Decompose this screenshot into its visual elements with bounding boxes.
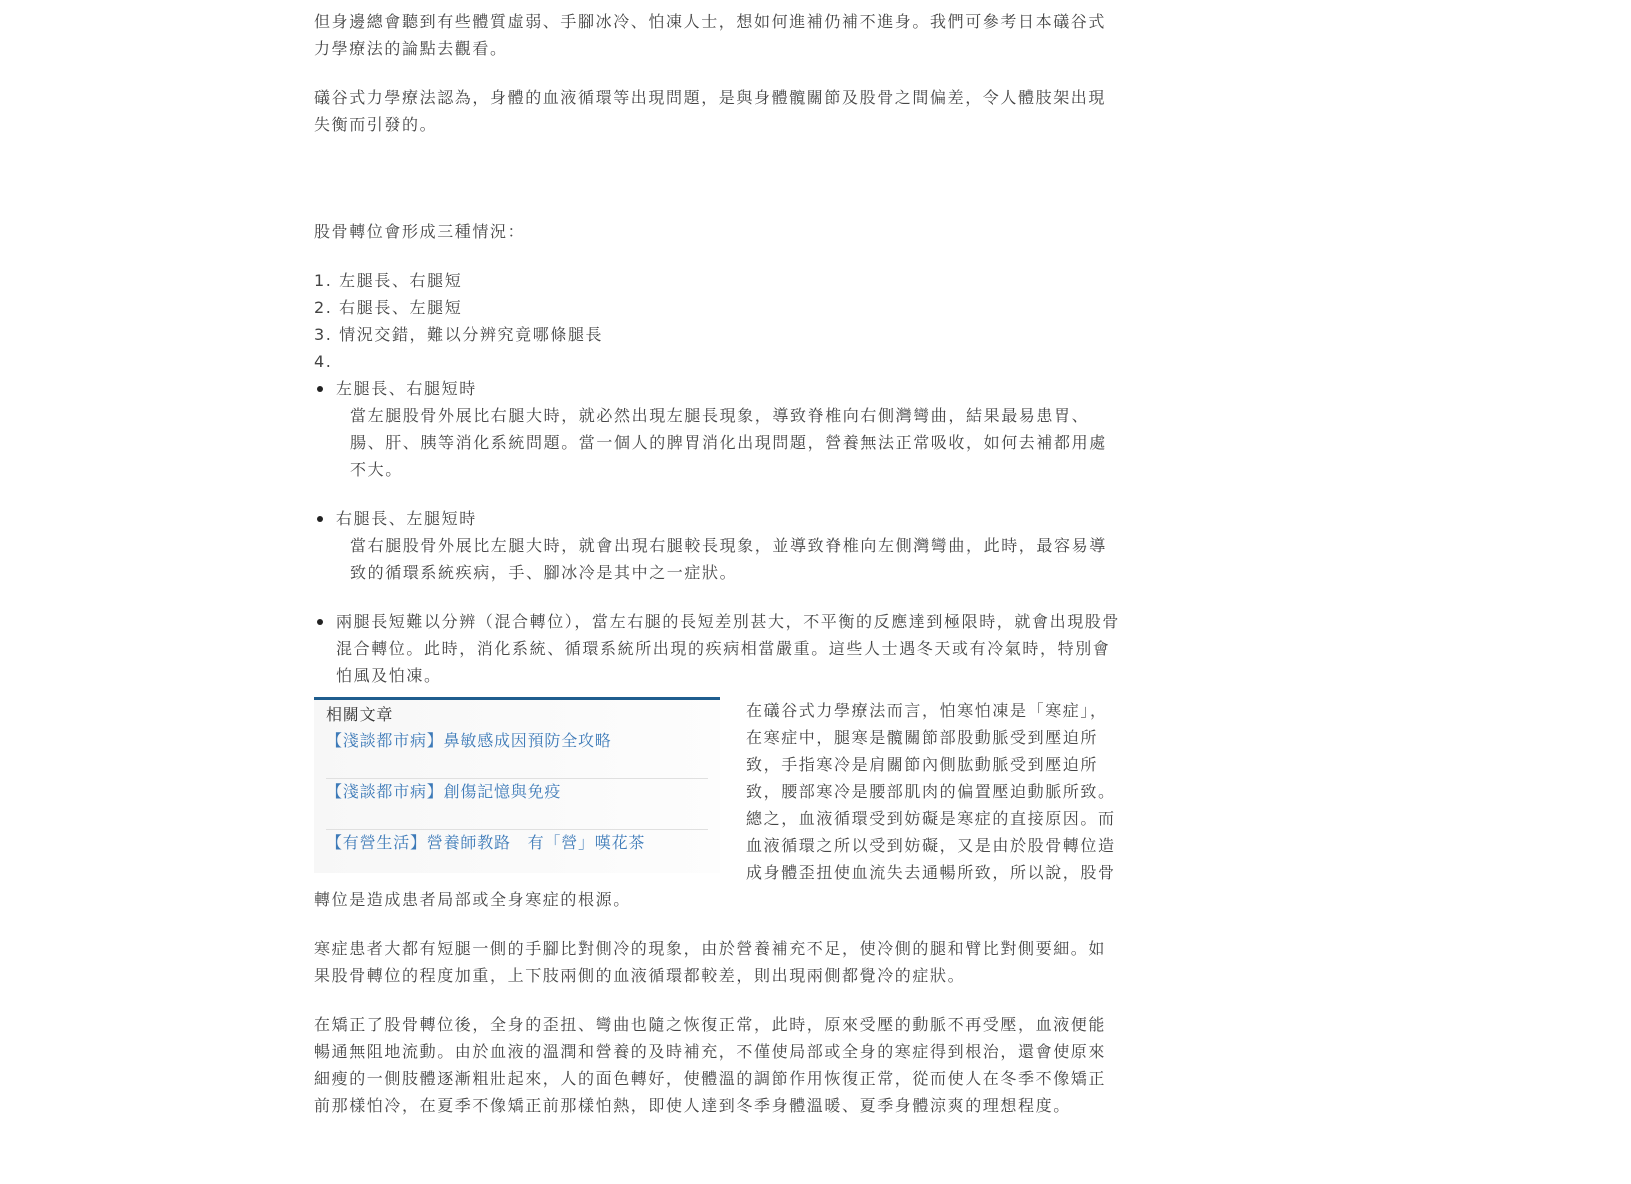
detail-body: 當右腿股骨外展比左腿大時，就會出現右腿較長現象，並導致脊椎向左側灣彎曲，此時，最容易導致的循環系統疾病，手、腳冰冷是其中之一症狀。 [350,536,1107,582]
cases-intro: 股骨轉位會形成三種情況： [314,222,526,241]
article-body [314,8,1122,1119]
related-articles-title: 相關文章 [326,705,394,724]
related-article-link[interactable]: 【淺談都市病】創傷記憶與免疫 [326,779,708,830]
cold-patient-paragraph: 寒症患者大都有短腿一側的手腳比對側冷的現象，由於營養補充不足，使冷側的腿和臂比對側要細。如果股骨轉位的程度加重，上下肢兩側的血液循環都較差，則出現兩側都覺冷的症狀。 [314,939,1107,985]
detail-item-mixed [336,608,1122,689]
list-item: 4. [314,352,333,371]
list-item: 2. 右腿長、左腿短 [314,298,463,317]
detail-item-left-long [336,375,1122,483]
correction-paragraph: 在矯正了股骨轉位後，全身的歪扭、彎曲也隨之恢復正常，此時，原來受壓的動脈不再受壓，血液便能暢通無阻地流動。由於血液的溫潤和營養的及時補充，不僅使局部或全身的寒症得到根治，還會使原來細瘦的一側肢體逐漸粗壯起來，人的面色轉好，使體溫的調節作用恢復正常，從而使人在冬季不像矯正前那樣怕冷，在夏季不像矯正前那樣怕熱，即使人達到冬季身體溫暖、夏季身體涼爽的理想程度。 [314,1015,1107,1115]
detail-heading: 左腿長、右腿短時 [336,379,477,398]
theory-paragraph: 礒谷式力學療法認為，身體的血液循環等出現問題，是與身體髖關節及股骨之間偏差，令人體肢架出現失衡而引發的。 [314,88,1107,134]
detail-heading: 右腿長、左腿短時 [336,509,477,528]
list-item: 3. 情況交錯，難以分辨究竟哪條腿長 [314,325,604,344]
detail-heading: 兩腿長短難以分辨（混合轉位），當左右腿的長短差別甚大，不平衡的反應達到極限時，就會出現股骨混合轉位。此時，消化系統、循環系統所出現的疾病相當嚴重。這些人士遇冬天或有冷氣時，特別會怕風及怕凍。 [336,612,1121,685]
list-item: 1. 左腿長、右腿短 [314,271,463,290]
intro-paragraph: 但身邊總會聽到有些體質虛弱、手腳冰冷、怕凍人士，想如何進補仍補不進身。我們可參考日本礒谷式力學療法的論點去觀看。 [314,12,1107,58]
detail-item-right-long [336,505,1122,586]
detail-body: 當左腿股骨外展比右腿大時，就必然出現左腿長現象，導致脊椎向右側灣彎曲，結果最易患胃、腸、肝、胰等消化系統問題。當一個人的脾胃消化出現問題，營養無法正常吸收，如何去補都用處不大。 [350,406,1107,479]
related-article-link[interactable]: 【有營生活】營養師教路 有「營」嘆花茶 [326,833,646,852]
details-list [314,375,1122,689]
cases-list [314,267,1122,375]
related-articles-box [314,697,720,873]
cold-symptom-paragraph: 在礒谷式力學療法而言，怕寒怕凍是「寒症」，在寒症中，腿寒是髖關節部股動脈受到壓迫所致，手指寒冷是肩關節內側肱動脈受到壓迫所致，腰部寒冷是腰部肌肉的偏置壓迫動脈所致。總之，血液循環受到妨礙是寒症的直接原因。而血液循環之所以受到妨礙，又是由於股骨轉位造成身體歪扭使血流失去通暢所致，所以說，股骨轉位是造成患者局部或全身寒症的根源。 [314,701,1116,909]
related-article-link[interactable]: 【淺談都市病】鼻敏感成因預防全攻略 [326,728,708,779]
